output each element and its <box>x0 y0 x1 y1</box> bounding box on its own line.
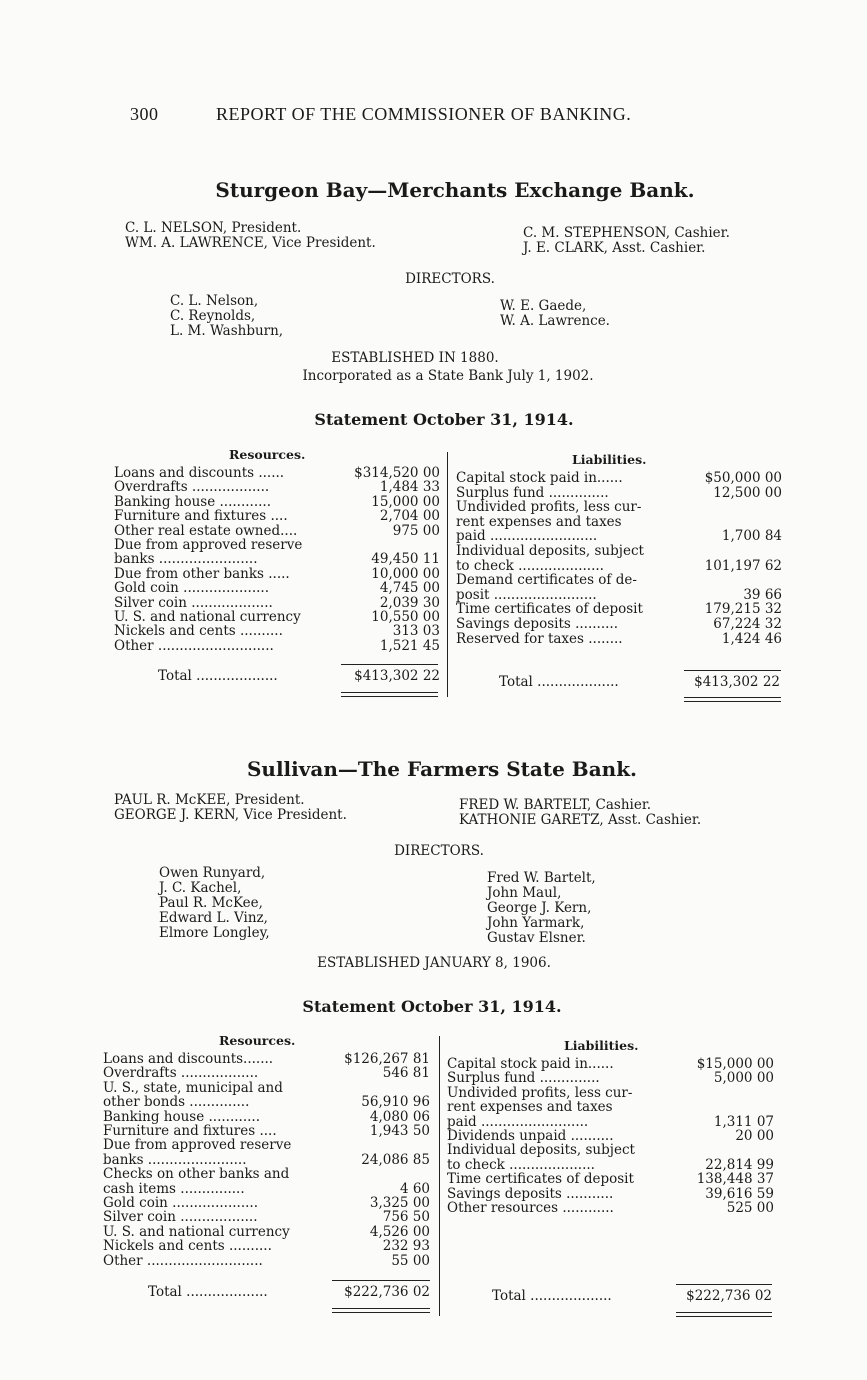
row-amount: 55 00 <box>391 1252 430 1269</box>
officer-cashier: FRED W. BARTELT, Cashier. <box>459 797 652 813</box>
page-number: 300 <box>130 104 159 124</box>
director: L. M. Washburn, <box>170 323 284 339</box>
row-amount: 4,526 00 <box>369 1223 430 1240</box>
row-amount: 756 50 <box>382 1209 430 1226</box>
row-amount: 1,311 07 <box>713 1113 774 1130</box>
officer-president: PAUL R. McKEE, President. <box>114 792 305 808</box>
resources-heading: Resources. <box>219 1033 296 1048</box>
row-label: U. S. and national currency <box>114 610 301 624</box>
row-label: to check .................... <box>456 558 604 573</box>
incorporated-line: Incorporated as a State Bank July 1, 1902. <box>302 368 594 384</box>
row-label: Other resources ............ <box>447 1201 614 1215</box>
row-amount: 232 93 <box>382 1238 430 1255</box>
row-label: Demand certificates of de- <box>456 573 637 588</box>
row-amount: 1,700 84 <box>721 528 782 545</box>
row-amount: 2,039 30 <box>379 594 440 611</box>
row-label: Loans and discounts....... <box>103 1052 274 1066</box>
director: Owen Runyard, <box>159 865 266 881</box>
double-rule <box>332 1312 430 1313</box>
row-label: Individual deposits, subject <box>456 544 644 558</box>
double-rule <box>341 692 438 693</box>
row-label: Reserved for taxes ........ <box>456 631 623 646</box>
director: Gustav Elsner. <box>487 930 586 946</box>
row-amount: 1,943 50 <box>369 1123 430 1139</box>
director: John Yarmark, <box>487 915 585 931</box>
row-label: Furniture and fixtures .... <box>114 509 288 524</box>
row-amount: 67,224 32 <box>713 616 782 632</box>
director: George J. Kern, <box>487 900 592 916</box>
director: Paul R. McKee, <box>159 895 263 911</box>
row-amount: 12,500 00 <box>713 484 782 501</box>
row-label: cash items ............... <box>103 1181 245 1196</box>
row-amount: 1,521 45 <box>379 637 440 654</box>
double-rule <box>676 1312 772 1313</box>
row-label: Silver coin ................... <box>114 595 273 610</box>
row-label: Silver coin .................. <box>103 1210 258 1225</box>
row-label: Capital stock paid in...... <box>447 1057 614 1071</box>
double-rule <box>341 696 438 697</box>
row-label: posit ........................ <box>456 587 597 602</box>
director: Elmore Longley, <box>159 925 270 941</box>
row-label: Overdrafts .................. <box>114 480 270 495</box>
officer-vice-president: GEORGE J. KERN, Vice President. <box>114 807 347 823</box>
total-rule <box>676 1284 772 1285</box>
total-label: Total ................... <box>158 669 278 683</box>
total-rule <box>684 670 781 671</box>
officer-vice-president: WM. A. LAWRENCE, Vice President. <box>125 235 376 251</box>
row-amount: 10,550 00 <box>371 609 440 625</box>
total-amount: $222,736 02 <box>344 1284 430 1300</box>
row-label: Nickels and cents .......... <box>114 624 283 639</box>
row-label: Dividends unpaid .......... <box>447 1129 614 1143</box>
row-label: Furniture and fixtures .... <box>103 1124 277 1138</box>
row-label: paid ......................... <box>456 529 598 544</box>
row-label: paid ......................... <box>447 1114 589 1129</box>
director: W. E. Gaede, <box>500 298 587 314</box>
row-label: Banking house ............ <box>103 1109 261 1124</box>
row-amount: 101,197 62 <box>704 557 782 574</box>
row-amount: 20 00 <box>735 1128 774 1144</box>
row-label: Time certificates of deposit <box>447 1172 634 1187</box>
director: Fred W. Bartelt, <box>487 870 596 886</box>
column-divider <box>439 1036 440 1316</box>
resources-heading: Resources. <box>229 447 306 462</box>
officer-asst-cashier: KATHONIE GARETZ, Asst. Cashier. <box>459 812 702 828</box>
director: John Maul, <box>487 885 562 901</box>
double-rule <box>676 1316 772 1317</box>
row-amount: 22,814 99 <box>705 1156 774 1173</box>
double-rule <box>684 701 781 702</box>
statement-heading: Statement October 31, 1914. <box>302 997 562 1016</box>
row-label: to check .................... <box>447 1157 595 1172</box>
row-amount: 4,745 00 <box>379 580 440 597</box>
row-label: banks ....................... <box>103 1152 247 1167</box>
row-amount: $314,520 00 <box>354 465 440 481</box>
total-label: Total ................... <box>148 1285 268 1299</box>
double-rule <box>332 1308 430 1309</box>
row-amount: 3,325 00 <box>369 1195 430 1211</box>
double-rule <box>684 697 781 698</box>
statement-heading: Statement October 31, 1914. <box>314 410 574 429</box>
row-label: Undivided profits, less cur- <box>456 500 642 515</box>
row-label: Due from approved reserve <box>114 538 303 552</box>
total-amount: $413,302 22 <box>694 674 780 690</box>
row-amount: 24,086 85 <box>361 1151 430 1168</box>
row-label: U. S., state, municipal and <box>103 1080 283 1095</box>
row-label: Overdrafts .................. <box>103 1066 259 1081</box>
row-label: Time certificates of deposit <box>456 602 643 617</box>
row-label: rent expenses and taxes <box>456 514 622 529</box>
established-line: ESTABLISHED IN 1880. <box>331 350 499 366</box>
officer-asst-cashier: J. E. CLARK, Asst. Cashier. <box>523 240 706 256</box>
row-amount: 1,424 46 <box>721 630 782 647</box>
officer-president: C. L. NELSON, President. <box>125 220 302 236</box>
row-amount: 179,215 32 <box>704 601 782 618</box>
row-amount: 975 00 <box>392 522 440 539</box>
row-amount: 56,910 96 <box>361 1094 430 1111</box>
row-amount: 4 60 <box>399 1180 430 1197</box>
liabilities-heading: Liabilities. <box>564 1038 639 1053</box>
row-label: U. S. and national currency <box>103 1224 290 1239</box>
total-label: Total ................... <box>499 675 619 689</box>
row-label: Gold coin .................... <box>114 581 269 596</box>
row-amount: 2,704 00 <box>379 508 440 525</box>
row-label: Other ........................... <box>103 1253 263 1268</box>
directors-heading: DIRECTORS. <box>394 843 484 859</box>
row-label: Checks on other banks and <box>103 1167 290 1182</box>
row-label: Undivided profits, less cur- <box>447 1085 633 1100</box>
directors-heading: DIRECTORS. <box>405 271 495 287</box>
row-label: Individual deposits, subject <box>447 1143 635 1158</box>
column-divider <box>447 452 448 697</box>
row-amount: 138,448 37 <box>696 1171 774 1188</box>
row-amount: 4,080 06 <box>369 1108 430 1125</box>
director: C. L. Nelson, <box>170 293 259 309</box>
row-label: Other ........................... <box>114 638 274 653</box>
director: C. Reynolds, <box>170 308 256 324</box>
row-label: Due from other banks ..... <box>114 566 290 581</box>
liabilities-heading: Liabilities. <box>572 452 647 467</box>
director: Edward L. Vinz, <box>159 910 268 926</box>
officer-cashier: C. M. STEPHENSON, Cashier. <box>523 225 730 241</box>
row-label: rent expenses and taxes <box>447 1100 613 1115</box>
running-title: REPORT OF THE COMMISSIONER OF BANKING. <box>216 104 632 124</box>
row-amount: $15,000 00 <box>696 1056 774 1072</box>
total-amount: $222,736 02 <box>686 1288 772 1304</box>
bank-title: Sullivan—The Farmers State Bank. <box>246 757 638 781</box>
row-amount: $50,000 00 <box>704 470 782 486</box>
row-amount: 15,000 00 <box>371 493 440 510</box>
row-amount: 313 03 <box>392 623 440 640</box>
row-amount: 1,484 33 <box>379 479 440 496</box>
row-label: Savings deposits .......... <box>456 617 618 631</box>
row-label: Other real estate owned.... <box>114 523 298 538</box>
row-amount: 49,450 11 <box>371 551 440 568</box>
row-amount: 10,000 00 <box>371 565 440 582</box>
row-label: Surplus fund .............. <box>447 1071 600 1086</box>
row-label: other bonds .............. <box>103 1095 250 1110</box>
total-rule <box>341 664 438 665</box>
row-label: Banking house ............ <box>114 494 272 509</box>
row-amount: 546 81 <box>382 1065 430 1082</box>
director: J. C. Kachel, <box>159 880 242 896</box>
row-label: Due from approved reserve <box>103 1138 292 1153</box>
director: W. A. Lawrence. <box>500 313 610 329</box>
row-label: Surplus fund .............. <box>456 485 609 500</box>
total-rule <box>332 1280 430 1281</box>
row-label: Nickels and cents .......... <box>103 1239 272 1254</box>
bank-title: Sturgeon Bay—Merchants Exchange Bank. <box>215 178 695 202</box>
row-amount: 39 66 <box>743 586 782 603</box>
row-amount: 525 00 <box>726 1200 774 1216</box>
row-label: Gold coin .................... <box>103 1196 258 1210</box>
row-amount: $126,267 81 <box>344 1051 430 1067</box>
row-amount: 39,616 59 <box>705 1185 774 1202</box>
total-amount: $413,302 22 <box>354 668 440 684</box>
row-amount: 5,000 00 <box>713 1070 774 1087</box>
total-label: Total ................... <box>492 1289 612 1303</box>
row-label: Capital stock paid in...... <box>456 471 623 485</box>
row-label: Loans and discounts ...... <box>114 466 285 480</box>
established-line: ESTABLISHED JANUARY 8, 1906. <box>317 955 551 971</box>
row-label: Savings deposits ........... <box>447 1186 614 1201</box>
row-label: banks ....................... <box>114 552 258 567</box>
